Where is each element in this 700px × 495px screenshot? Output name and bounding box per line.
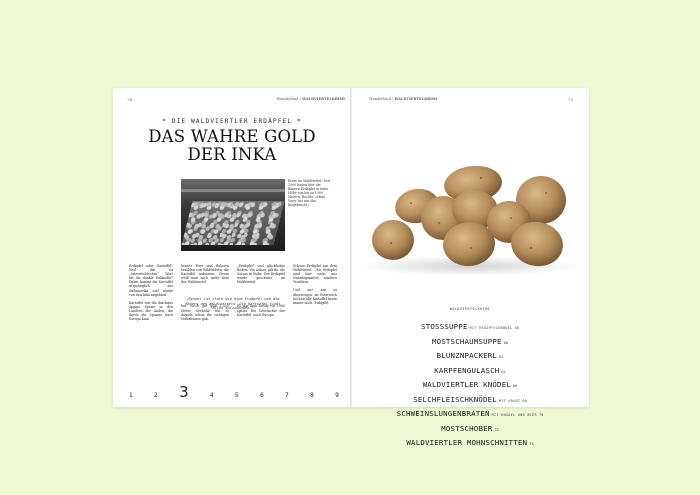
- headline-line-1: DAS WAHRE GOLD: [148, 127, 316, 146]
- running-head-section: Wunderland: [276, 97, 299, 101]
- left-page: [113, 88, 351, 407]
- photo-caption: Ernte im Waldviertel: Seit 1900 bauen hier die Bauern Erdäpfel in einer Höhe von bis zu 1000 Metern. Rechts: »Mein Vater hat mir das beigebracht«: [288, 179, 330, 207]
- paragraph: bereits Peru und Bolivien erzählen von Wildfeldern, die Kartoffel anbauten. Heute weiß man noch mehr über das Waldviertel.: [181, 264, 229, 285]
- page-number-4[interactable]: 4: [209, 392, 214, 399]
- conveyor-rail: [181, 189, 285, 192]
- page-number-7[interactable]: 7: [285, 392, 289, 399]
- paragraph: Schöne Erdäpfel aus dem Waldviertel – die Erdäpfel sind hier nicht nur Nahrungsmittel, sondern Tradition.: [293, 264, 337, 285]
- toc-item-mostschober[interactable]: MOSTSCHOBER 72: [441, 423, 499, 433]
- toc-item-karpfengulasch[interactable]: KARPFENGULASCH 64: [434, 365, 506, 375]
- page-number-1[interactable]: 1: [129, 392, 133, 399]
- toc-item-stosssuppe[interactable]: STOSSSUPPE MIT ERDÄPFELKNÖDEL 58: [421, 322, 519, 331]
- toc-item-mostschaumsuppe[interactable]: MOSTSCHAUMSUPPE 60: [431, 336, 509, 346]
- pull-quote: „Keiner ist stark wie eine Erdäpfel und die Bauern des Waldviertels. Die Kartoffel tickt alles aufzuwenden.“: [185, 297, 281, 310]
- paragraph: Und nur um zu überzeugen: im Österreich kochen alle Kartoffel heute immer noch. Erdäpfel.: [293, 288, 337, 305]
- paragraph: Es war kein Erfolg vor 1900 später. Die Geschichte der Kartoffel, nach Europa.: [237, 304, 285, 317]
- running-head-left: Wunderland | WALDVIERTELKRIMI: [276, 97, 345, 101]
- running-head-section: Wunderland: [369, 97, 391, 101]
- recipe-toc: [351, 319, 589, 450]
- right-page: [351, 88, 589, 447]
- paragraph: Erdäpfel oder Kartoffel? Weil das ist „österreichisches“ Wort für die dunkle Erdknolle? Dabei kommt die Kartoffel ursprünglich aus Südamerika und wurde von den Inka angebaut.: [129, 264, 173, 297]
- page-number-6[interactable]: 6: [259, 392, 264, 399]
- harvest-photo: [181, 179, 285, 251]
- page-number-5[interactable]: 5: [234, 392, 239, 399]
- paragraph: „Erdäpfel“ und glücklicher Boden. Vor Anbau gilt für die Saison in Ruhe. Der Erdapfel wurde geschätzt im Waldviertel.: [237, 264, 285, 285]
- body-column-1: [129, 264, 173, 321]
- folio-right: 75: [567, 97, 573, 102]
- running-head-title: WALDVIERTELKRIMI: [394, 97, 438, 101]
- article-headline: [113, 128, 351, 164]
- page-number-9[interactable]: 9: [335, 392, 339, 399]
- toc-item-waldviertler-knoedel[interactable]: WALDVIERTLER KNÖDEL 66: [422, 380, 518, 389]
- toc-label: WALDVIERTELKRIMI: [449, 307, 491, 311]
- potatoes-photo: [351, 148, 589, 278]
- running-head-right: Wunderland | WALDVIERTELKRIMI: [369, 97, 438, 101]
- page-number-8[interactable]: 8: [310, 392, 314, 399]
- body-column-4: [293, 264, 337, 305]
- running-head-title: WALDVIERTELKRIMI: [302, 97, 345, 101]
- article-kicker: * DIE WALDVIERTLER ERDÄPFEL *: [162, 118, 302, 125]
- toc-item-blunznpackerl[interactable]: BLUNZNPACKERL 62: [436, 351, 504, 360]
- potato-pile: [182, 201, 285, 245]
- page-number-3-current[interactable]: 3: [179, 383, 189, 401]
- toc-item-schweinslungenbraten[interactable]: SCHWEINSLUNGENBRATEN MIT KNÖDEL UND BIER 70: [396, 409, 544, 418]
- page-number-navigation: [129, 383, 339, 401]
- paragraph: hat. Noch gut gibt 1.000 Meter Seehöhe wie es damals schon die richtigen Verhältnisse gab.: [181, 304, 229, 321]
- headline-line-2: DER INKA: [187, 145, 277, 164]
- body-column-2: [181, 264, 229, 321]
- paragraph: Kartoffel war die durchaus üppige Speise in den Ländern der Anden, die durch die Spanier nach Europa kam.: [129, 300, 173, 322]
- toc-item-mohnschnitten[interactable]: WALDVIERTLER MOHNSCHNITTEN 74: [406, 438, 534, 447]
- toc-item-selchfleischknoedel[interactable]: SELCHFLEISCHKNÖDEL MIT KRAUT 68: [413, 394, 527, 404]
- page-number-2[interactable]: 2: [154, 392, 158, 399]
- folio-left: 74: [127, 97, 133, 102]
- potato: [372, 220, 414, 260]
- magazine-spread: [113, 88, 589, 447]
